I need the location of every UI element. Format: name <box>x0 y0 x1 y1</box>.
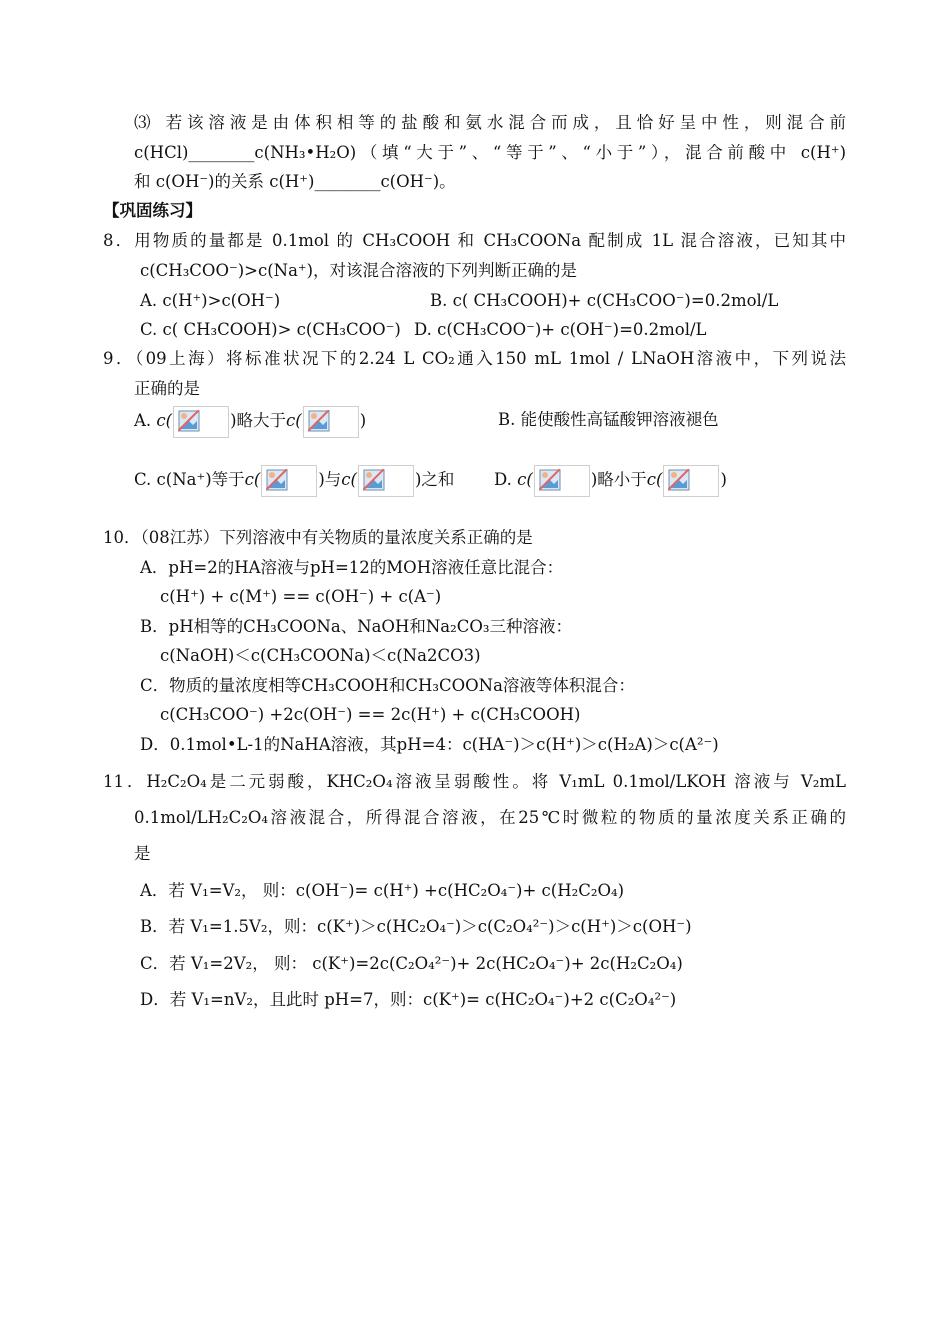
q3-line2: c(HCl)________c(NH₃•H₂O)（填“大于”、“等于”、“小于”），混合前酸中 c(H⁺) <box>134 143 846 162</box>
q9-option-c-end: )之和 <box>414 470 455 489</box>
image-placeholder-icon <box>534 465 590 497</box>
image-placeholder-icon <box>303 406 359 438</box>
q8-stem-line2: c(CH₃COO⁻)>c(Na⁺)，对该混合溶液的下列判断正确的是 <box>140 261 578 280</box>
q9-option-d-label: D. <box>494 470 512 489</box>
q9-option-d-c1: c( <box>517 470 533 489</box>
q11-option-b: B．若 V₁=1.5V₂，则：c(K⁺)＞c(HC₂O₄⁻)＞c(C₂O₄²⁻)＞c(H⁺)＞c(OH⁻) <box>140 917 692 936</box>
q9-stem-line2: 正确的是 <box>134 379 200 398</box>
q8-stem-line1: 8．用物质的量都是 0.1mol 的 CH₃COOH 和 CH₃COONa 配制成 1L 混合溶液，已知其中 <box>103 231 846 250</box>
image-placeholder-icon <box>173 406 229 438</box>
q9-option-d-end: ) <box>720 470 727 489</box>
q8-option-b: B. c( CH₃COOH)+ c(CH₃COO⁻)=0.2mol/L <box>430 291 779 310</box>
q11-stem-line1: 11．H₂C₂O₄是二元弱酸，KHC₂O₄溶液呈弱酸性。将 V₁mL 0.1mol/LKOH 溶液与 V₂mL <box>103 772 846 791</box>
q9-option-b: B. 能使酸性高锰酸钾溶液褪色 <box>498 410 719 429</box>
q9-option-c <box>134 463 454 497</box>
q11-option-c: C．若 V₁=2V₂， 则： c(K⁺)=2c(C₂O₄²⁻)+ 2c(HC₂O₄⁻)+ 2c(H₂C₂O₄) <box>140 954 683 973</box>
q11-option-d: D．若 V₁=nV₂，且此时 pH=7，则：c(K⁺)= c(HC₂O₄⁻)+2 c(C₂O₄²⁻) <box>140 990 677 1009</box>
q9-option-d-c2: c( <box>646 470 663 489</box>
image-placeholder-icon <box>358 465 414 497</box>
q9-option-c-pre: c(Na⁺)等于 <box>156 470 245 489</box>
q8-option-c: C. c( CH₃COOH)> c(CH₃COO⁻) <box>140 320 401 339</box>
q11-option-a: A．若 V₁=V₂， 则：c(OH⁻)= c(H⁺) +c(HC₂O₄⁻)+ c(H₂C₂O₄) <box>140 881 625 900</box>
q11-stem-line2: 0.1mol/LH₂C₂O₄溶液混合，所得混合溶液，在25℃时微粒的物质的量浓度关系正确的 <box>134 808 846 827</box>
q9-option-c-label: C. <box>134 470 152 489</box>
q8-option-d: D. c(CH₃COO⁻)+ c(OH⁻)=0.2mol/L <box>414 320 707 339</box>
q11-stem-line3: 是 <box>134 844 151 863</box>
q10-option-b-line2: c(NaOH)＜c(CH₃COONa)＜c(Na2CO3) <box>160 646 481 665</box>
q3-line1: ⑶ 若该溶液是由体积相等的盐酸和氨水混合而成，且恰好呈中性，则混合前 <box>134 113 846 132</box>
q10-stem: 10．（08江苏）下列溶液中有关物质的量浓度关系正确的是 <box>103 528 533 547</box>
q9-option-d <box>494 463 727 497</box>
image-placeholder-icon <box>261 465 317 497</box>
q9-option-a-label: A. <box>134 411 152 430</box>
q9-option-a-c2: c( <box>286 411 302 430</box>
q10-option-d: D．0.1mol•L-1的NaHA溶液，其pH=4：c(HA⁻)＞c(H⁺)＞c(H₂A)＞c(A²⁻) <box>140 735 719 754</box>
q10-option-c-line2: c(CH₃COO⁻) +2c(OH⁻) == 2c(H⁺) + c(CH₃COOH) <box>160 705 581 724</box>
image-placeholder-icon <box>663 465 719 497</box>
q10-option-a-line2: c(H⁺) + c(M⁺) == c(OH⁻) + c(A⁻) <box>160 587 442 606</box>
q3-line3: 和 c(OH⁻)的关系 c(H⁺)________c(OH⁻)。 <box>134 172 456 191</box>
q9-stem-line1: 9．（09上海）将标准状况下的2.24 L CO₂通入150 mL 1mol / LNaOH溶液中，下列说法 <box>103 349 846 368</box>
q8-option-a: A. c(H⁺)>c(OH⁻) <box>140 291 281 310</box>
q9-option-a <box>134 404 366 438</box>
q10-option-a-line1: A．pH=2的HA溶液与pH=12的MOH溶液任意比混合： <box>140 558 564 577</box>
q9-option-c-mid: )与 <box>318 470 342 489</box>
q9-option-a-mid: )略大于 <box>230 411 287 430</box>
q9-option-a-end: ) <box>359 411 367 430</box>
q9-option-d-mid: )略小于 <box>590 470 647 489</box>
section-title: 【巩固练习】 <box>103 201 202 220</box>
q9-option-c-c2: c( <box>341 470 357 489</box>
q10-option-c-line1: C．物质的量浓度相等CH₃COOH和CH₃COONa溶液等体积混合： <box>140 676 635 695</box>
q10-option-b-line1: B．pH相等的CH₃COONa、NaOH和Na₂CO₃三种溶液： <box>140 617 573 636</box>
q9-option-c-c1: c( <box>244 470 261 489</box>
q9-option-a-c1: c( <box>156 411 173 430</box>
